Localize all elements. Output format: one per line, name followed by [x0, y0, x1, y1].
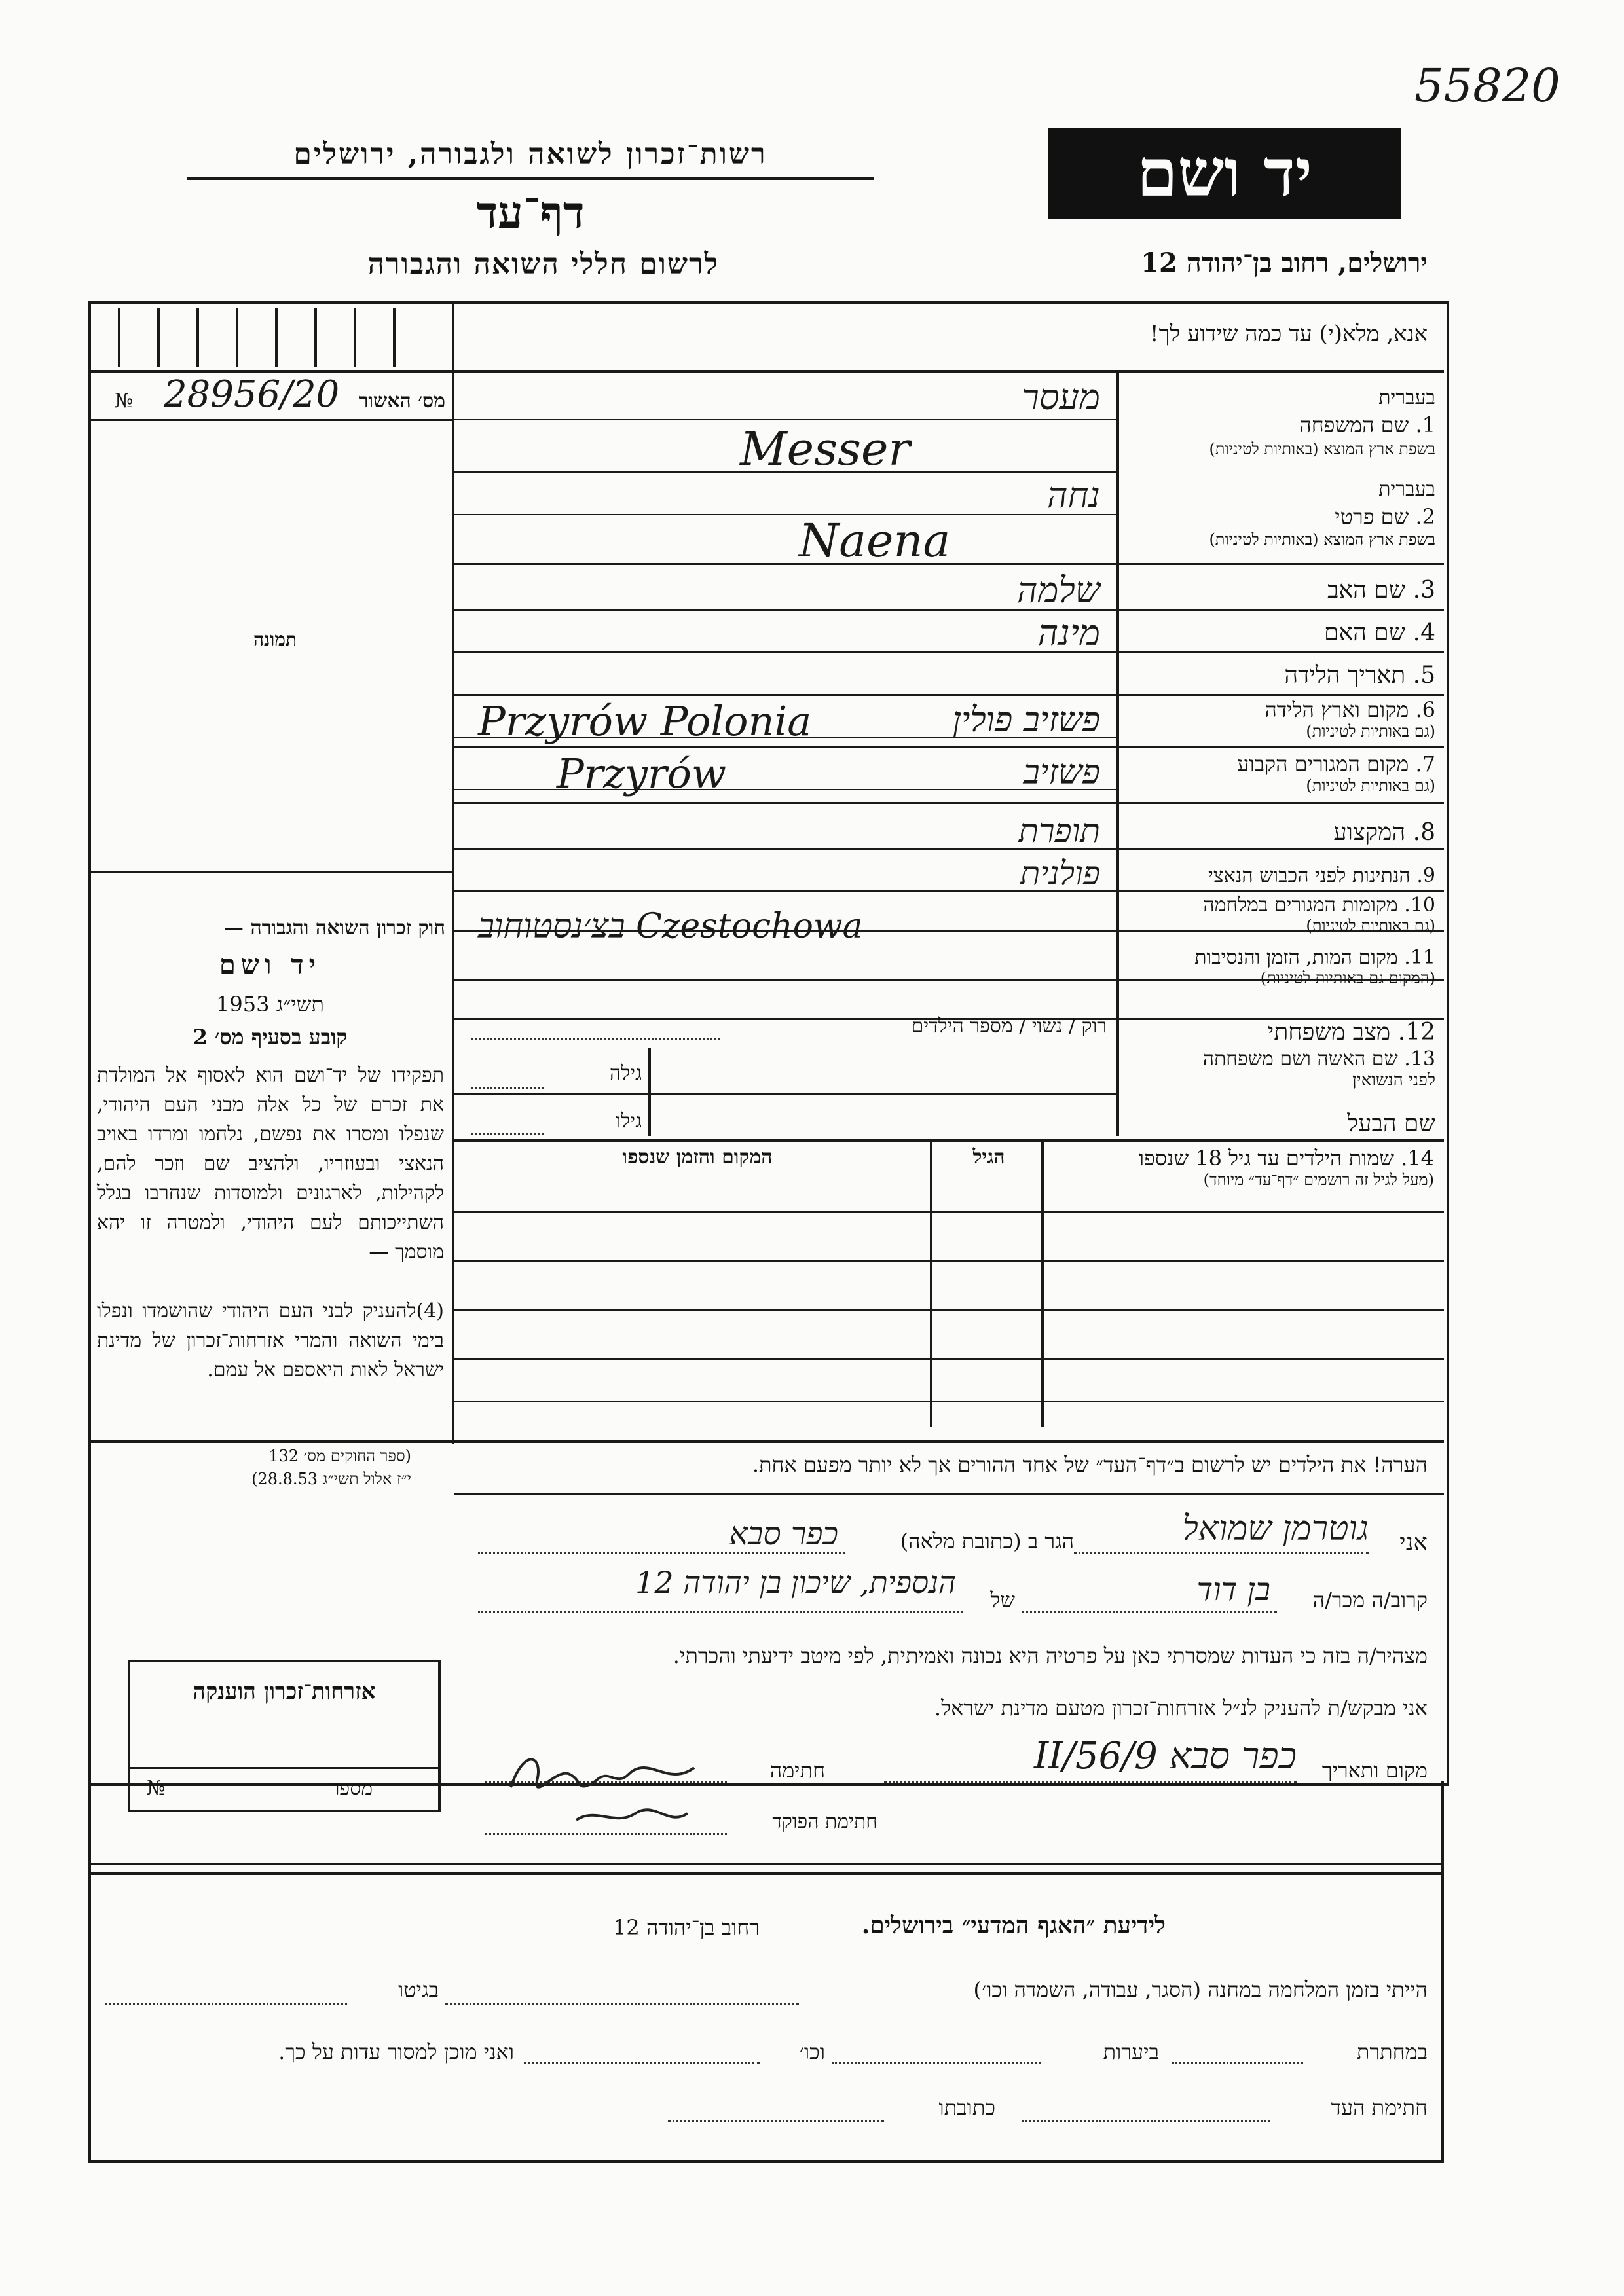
relative-label: קרוב/ה מכר/ה	[1312, 1588, 1428, 1613]
surname-hebrew: מעסר	[1022, 376, 1100, 418]
field-9-label: 9. הנתינות לפני הכבוש הנאצי	[1208, 864, 1435, 887]
law-body-2: (4)להעניק לבני העם היהודי שהושמדו ונפלו בימי השואה והמרי אזרחות־זכרון של מדינת ישראל לאות היאספם אל עמם.	[97, 1300, 444, 1381]
declarant-label: אני	[1399, 1529, 1428, 1556]
archive-number: 55820	[1414, 59, 1560, 113]
intro-text: אנא, מלא(י) עד כמה שידוע לך!	[1149, 321, 1428, 347]
field-13-label: 13. שם האשה ושם משפחתה לפני הנשואין	[1202, 1048, 1435, 1090]
form-subtitle: לרשום חללי השואה והגבורה	[367, 247, 720, 281]
wife-age-label: גילה	[609, 1062, 642, 1085]
nationality-value: פולנית	[1020, 854, 1100, 892]
approval-label: מס׳ האשור	[358, 390, 445, 412]
footer-heading: לידיעת ״האגף המדעי״ בירושלים.	[861, 1912, 1166, 1939]
field-12-label: 12. מצב משפחתי	[1267, 1019, 1435, 1046]
field-10-label: 10. מקומות המגורים במלחמה (גם באותיות לטיניות)	[1203, 894, 1435, 935]
surname-latin: Messer	[740, 422, 910, 476]
law-title: חוק זכרון השואה והגבורה —	[224, 917, 445, 939]
firstname-hebrew: נחה	[1046, 475, 1100, 516]
children-age-header: הגיל	[972, 1146, 1005, 1169]
birthplace-hebrew: פשזיב פולין	[952, 701, 1100, 740]
residence-hebrew: פשזיב	[1023, 753, 1100, 792]
field-3-label: 3. שם האב	[1327, 577, 1435, 604]
yad-vashem-logo: יד ושם	[1048, 128, 1401, 219]
law-clause: קובע בסעיף מס׳ 2	[193, 1025, 348, 1049]
field-8-label: 8. המקצוע	[1333, 819, 1435, 846]
signature-label: חתימה	[769, 1758, 825, 1783]
header-address: ירושלים, רחוב בן־יהודה 12	[1141, 247, 1428, 278]
husband-age-label: גילו	[616, 1110, 642, 1133]
resides-value: כפר סבא	[729, 1516, 838, 1552]
law-body: תפקידו של יד־ושם הוא לאסוף אל המולדת את זכרם של כל אלה מבני העם היהודי, שנפלו ומסרו את נפשם, נלחמו ומרדו באויב הנאצי ובעוזריו, ולהציב שם וזכר להם, לקהילות, לארגונים ולמוסדות שנחרבו בגלל השתייכותם לעם היהודי, ולמטרה זו יהא מוסמך —	[97, 1064, 444, 1264]
witness-signature-label: חתימת העד	[1331, 2095, 1428, 2120]
approval-value: 28956/20	[164, 373, 340, 416]
wartime-residence-value: בצ׳נסטוחוב Czestochowa	[478, 907, 863, 946]
law-source: (ספר החוקים מס׳ 132	[268, 1447, 411, 1465]
declarant-name: גוטרמן שמואל	[1182, 1509, 1369, 1548]
husband-name-label: שם הבעל	[1347, 1110, 1435, 1137]
approval-no-sign: №	[115, 390, 134, 412]
marital-options: רוק / נשוי / מספר הילדים	[911, 1015, 1107, 1038]
footer-forests: ביערות	[1103, 2039, 1159, 2064]
note-text: הערה! את הילדים יש לרשום ב״דף־העד״ של אחד ההורים אך לא יותר מפעם אחת.	[752, 1452, 1428, 1477]
authority-underline	[187, 177, 874, 180]
relative-value: בן דוד	[1196, 1571, 1270, 1608]
mother-name-value: מינה	[1037, 612, 1100, 653]
photo-label: תמונה	[253, 629, 297, 650]
tick-boxes	[118, 308, 419, 367]
father-name-value: שלמה	[1016, 570, 1100, 611]
witness-address-label: כתובתו	[938, 2095, 995, 2120]
law-logo: יד ושם	[219, 949, 322, 980]
footer-address: רחוב בן־יהודה 12	[613, 1915, 760, 1940]
field-5-label: 5. תאריך הלידה	[1284, 662, 1435, 689]
footer-underground: במחתרת	[1356, 2039, 1428, 2064]
footer-line-1-end: בגיטו	[398, 1977, 439, 2002]
field-7-label: 7. מקום המגורים הקבוע (גם באותיות לטיניות)	[1237, 752, 1435, 795]
place-date-label: מקום ותאריך	[1321, 1758, 1428, 1783]
residence-latin: Przyrów	[557, 750, 727, 797]
field-6-label: 6. מקום וארץ הלידה (גם באותיות לטיניות)	[1264, 697, 1435, 740]
field-4-label: 4. שם האם	[1324, 619, 1435, 646]
law-source-2: י״ז אלול תשי״ג 28.8.53)	[251, 1470, 411, 1488]
statement-2: אני מבקש/ת להעניק לנ״ל אזרחות־זכרון מטעם מדינת ישראל.	[934, 1696, 1428, 1721]
place-date-value: כפר סבא 9/II/56	[1033, 1735, 1297, 1777]
authority-line: רשות־זכרון לשואה ולגבורה, ירושלים	[293, 137, 767, 171]
resides-label: הגר ב (כתובת מלאה)	[900, 1529, 1074, 1554]
statement-1: מצהיר/ה בזה כי העדות שמסרתי כאן על פרטיה היא נכונה ואמיתית, לפי מיטב ידיעתי והכרתי.	[673, 1643, 1428, 1668]
occupation-value: תופרת	[1018, 812, 1100, 850]
firstname-latin: Naena	[799, 514, 951, 568]
official-signature-label: חתימת הפוקד	[772, 1810, 877, 1833]
of-value: הנספית, שיכון בן יהודה 12	[635, 1565, 956, 1600]
intro-divider	[88, 370, 1444, 373]
field-1-label-cell: בעברית 1. שם המשפחה בשפת ארץ המוצא (באותיות לטיניות)	[1209, 386, 1435, 458]
form-title: דף־עד	[476, 187, 585, 239]
law-year: תשי״ג 1953	[216, 992, 324, 1017]
footer-ready: ואני מוכן למסור עדות על כך.	[278, 2039, 514, 2064]
children-heading-cell: 14. שמות הילדים עד גיל 18 שנספו (מעל לגיל זה רושמים ״דף־עד״ מיוחד)	[1138, 1146, 1434, 1189]
field-2-label-cell: בעברית 2. שם פרטי בשפת ארץ המוצא (באותיות לטיניות)	[1209, 478, 1435, 549]
birthplace-latin: Przyrów Polonia	[478, 697, 812, 745]
children-place-header: המקום והזמן שנספו	[622, 1146, 773, 1169]
signature-scribble	[498, 1728, 733, 1846]
footer-line-1: הייתי בזמן המלחמה במחנה (הסגר, עבודה, השמדה וכו׳)	[973, 1977, 1428, 2002]
citizenship-box: אזרחות־זכרון הוענקה מספר №	[128, 1660, 441, 1812]
footer-etc: וכו׳	[799, 2039, 825, 2064]
field-11-label: 11. מקום המות, הזמן והנסיבות (המקום גם באותיות לטיניות)	[1194, 946, 1435, 987]
of-label: של	[990, 1588, 1015, 1613]
